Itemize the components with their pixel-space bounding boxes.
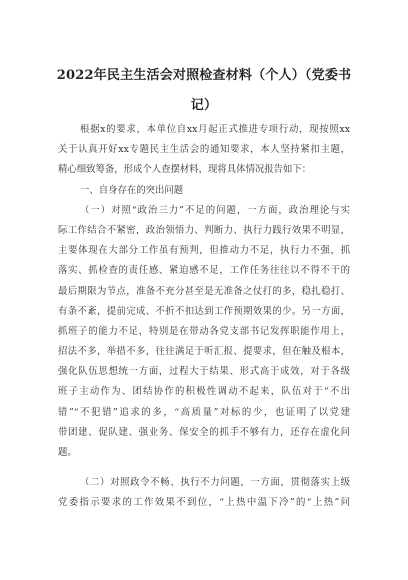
document-text-line: 班子主动作为、团结协作的积极性调动不起来，队伍对于“不出: [58, 386, 350, 398]
paragraph-gap: [58, 463, 350, 473]
document-text-line: 落实、抓检查的责任感、紧迫感不足，工作任务往往以不得不干的: [58, 265, 350, 277]
document-text-line: 主要体现在大部分工作虽有预判，但推动力不足，执行力不强，抓: [58, 245, 350, 257]
document-text-line: 题。: [58, 447, 77, 458]
document-body: [58, 120, 350, 514]
document-text-line: 最后期限为节点，准备不充分甚至是无准备之仗打的多，稳扎稳打、: [58, 285, 350, 297]
document-text-line: 关于认真开好xx专题民主生活会的通知要求，本人坚持紧扣主题，: [58, 144, 350, 156]
document-text-line: 抓班子的能力不足，特别是在带动各党支部书记发挥职能作用上，: [58, 325, 350, 337]
document-text-line: 际工作结合不紧密，政治领悟力、判断力、执行力践行效果不明显，: [58, 224, 350, 236]
document-text-line: 错”“不犯错”追求的多，“高质量”对标的少，也证明了以党建: [58, 406, 350, 418]
document-text-line: 强化队伍思想统一方面，过程大于结果、形式高于成效，对于各级: [58, 366, 350, 378]
document-title-line1: 2022年民主生活会对照检查材料（个人）（党委书: [56, 68, 352, 83]
document-text-line: 有条不紊，提前完成、不折不扣达到工作预期效果的少。另一方面，: [58, 305, 350, 317]
document-text-line: 根据x的要求，本单位自xx月起正式推进专项行动，现按照xx: [80, 124, 350, 135]
document-text-line: 一、自身存在的突出问题: [80, 184, 184, 196]
document-text-line: 带团建、促队建、强业务、保安全的抓手不够有力，还存在虚化问: [58, 426, 350, 438]
document-text-line: （二）对照政令不畅、执行不力问题，一方面，贯彻落实上级: [80, 477, 350, 489]
document-title-line2: 记）: [190, 98, 218, 113]
document-text-line: 精心细致筹备，形成个人查摆材料，现将具体情况报告如下：: [58, 164, 312, 176]
document-text-line: 党委指示要求的工作效果不到位，“上热中温下冷”的“上热”问: [58, 497, 350, 509]
document-text-line: 招法不多，举措不多，往往满足于听汇报、提要求，但在触及根本，: [58, 346, 350, 358]
document-text-line: （一）对照“政治三力”不足的问题，一方面，政治理论与实: [80, 204, 350, 216]
